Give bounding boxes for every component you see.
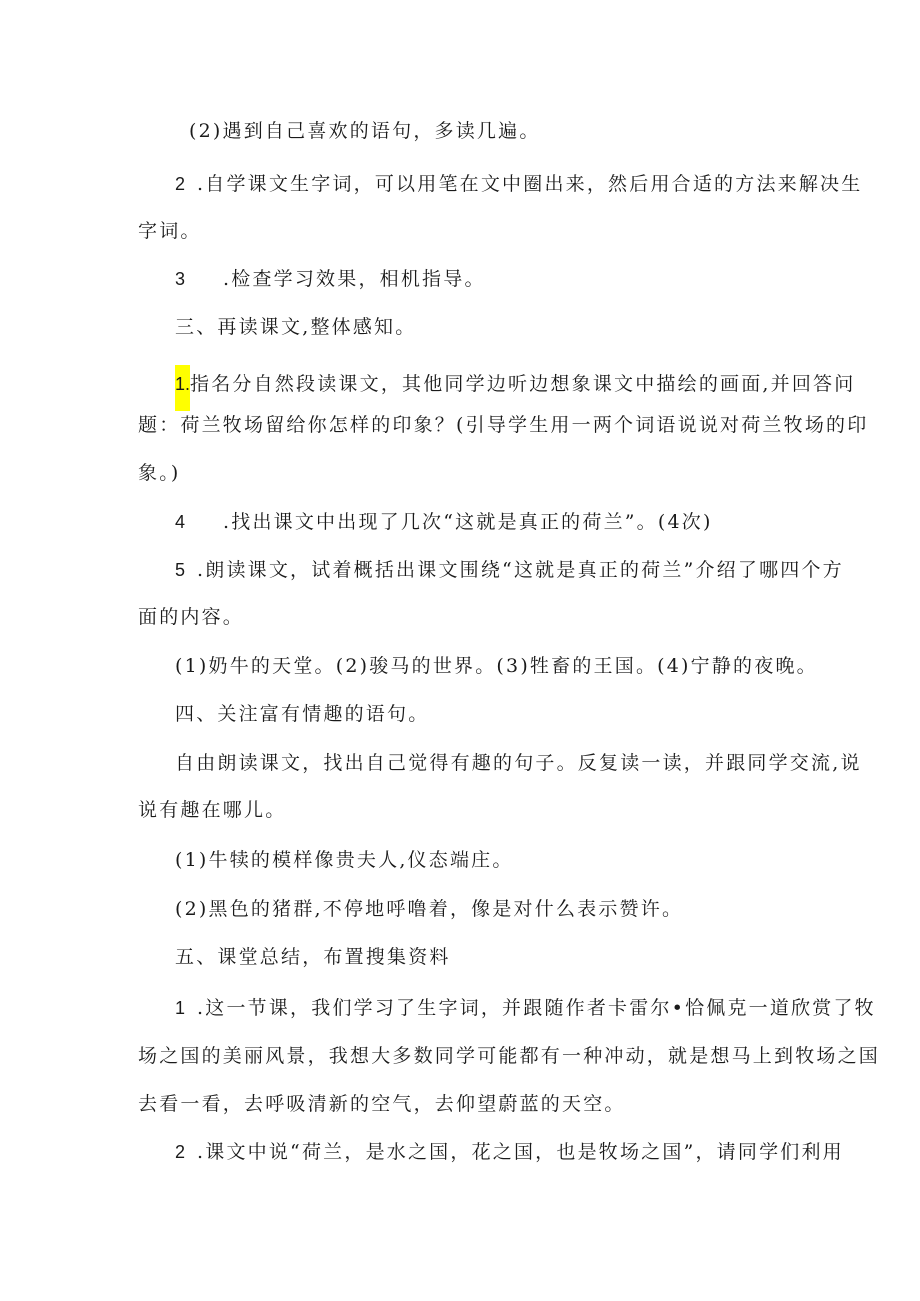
text-line: 1.指名分自然段读课文，其他同学边听边想象课文中描绘的画面,并回答问 <box>175 365 855 411</box>
text-line: 场之国的美丽风景，我想大多数同学可能都有一种冲动，就是想马上到牧场之国 <box>138 1045 881 1067</box>
list-number: 1 <box>175 998 186 1018</box>
section-heading: 三、再读课文,整体感知。 <box>175 316 417 338</box>
text-line: (1)奶牛的天堂。(2)骏马的世界。(3)牲畜的王国。(4)宁静的夜晚。 <box>175 655 818 677</box>
section-heading: 四、关注富有情趣的语句。 <box>175 703 430 725</box>
list-number: 2 <box>175 1142 186 1162</box>
text-line: 字词。 <box>138 220 202 242</box>
text-line: (2)遇到自己喜欢的语句，多读几遍。 <box>189 120 541 142</box>
text-line: 1 .这一节课，我们学习了生字词，并跟随作者卡雷尔•恰佩克一道欣赏了牧 <box>175 997 876 1019</box>
text-line: 自由朗读课文，找出自己觉得有趣的句子。反复读一读，并跟同学交流,说 <box>175 752 862 774</box>
text-line: 去看一看，去呼吸清新的空气，去仰望蔚蓝的天空。 <box>138 1093 626 1115</box>
list-number: 2 <box>175 174 186 194</box>
highlighted-list-number: 1. <box>175 365 190 411</box>
section-heading: 五、课堂总结，布置搜集资料 <box>175 946 451 968</box>
list-number: 5 <box>175 560 186 580</box>
text-line: (1)牛犊的模样像贵夫人,仪态端庄。 <box>175 849 514 871</box>
list-number: 4 <box>175 512 186 532</box>
text-line: 2 .课文中说“荷兰，是水之国，花之国，也是牧场之国”，请同学们利用 <box>175 1141 844 1163</box>
list-number: 3 <box>175 269 186 289</box>
text-line: 说有趣在哪儿。 <box>138 799 287 821</box>
text-line: 题：荷兰牧场留给你怎样的印象？(引导学生用一两个词语说说对荷兰牧场的印 <box>138 414 869 436</box>
text-line: 3 .检查学习效果，相机指导。 <box>175 268 486 290</box>
text-line: 2 .自学课文生字词，可以用笔在文中圈出来，然后用合适的方法来解决生 <box>175 173 863 195</box>
text-line: 面的内容。 <box>138 606 245 628</box>
text-line: 5 .朗读课文，试着概括出课文围绕“这就是真正的荷兰”介绍了哪四个方 <box>175 559 844 581</box>
text-line: 象。) <box>138 462 181 484</box>
text-line: (2)黑色的猪群,不停地呼噜着，像是对什么表示赞许。 <box>175 898 684 920</box>
text-line: 4 .找出课文中出现了几次“这就是真正的荷兰”。(4次) <box>175 511 713 533</box>
